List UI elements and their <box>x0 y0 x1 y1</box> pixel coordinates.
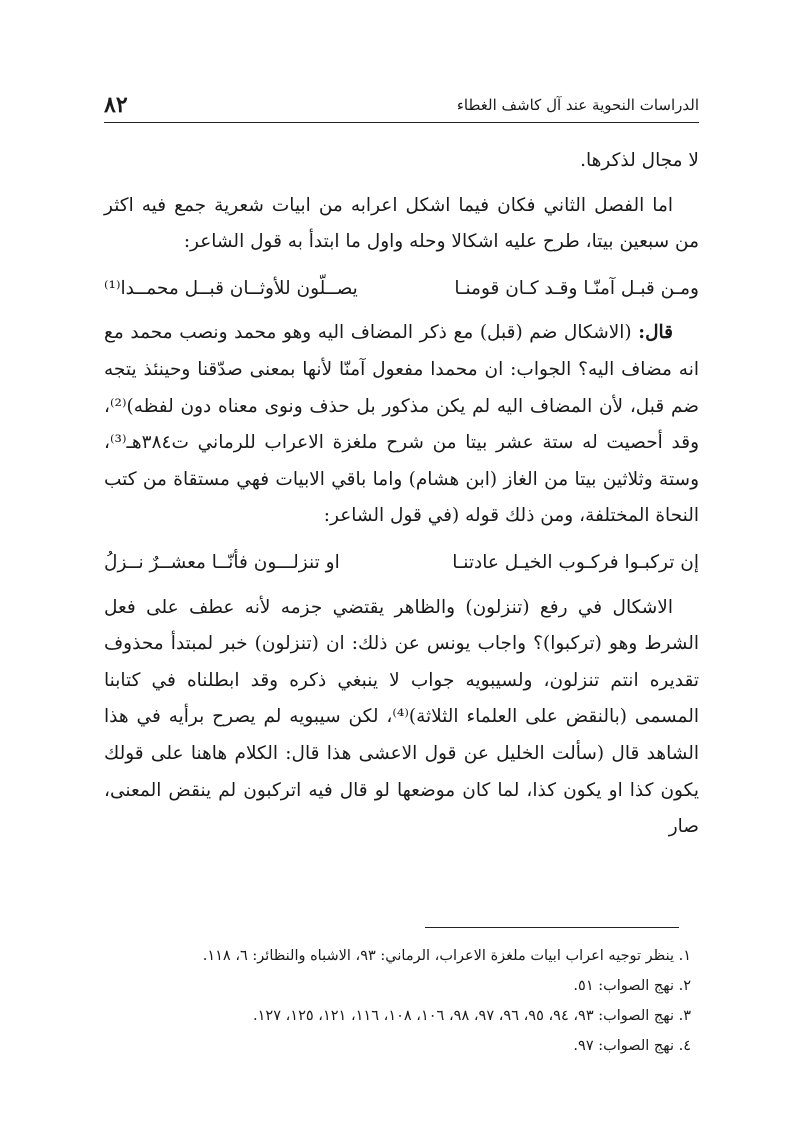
footnote-4: ٤. نهج الصواب: ٩٧. <box>573 1038 691 1054</box>
paragraph-3 <box>104 315 699 535</box>
qala-label: قال: <box>638 322 673 344</box>
footnote-2: ٢. نهج الصواب: ٥١. <box>573 978 691 994</box>
paragraph-1: لا مجال لذكرها. <box>580 150 699 171</box>
paragraph-2: اما الفصل الثاني فكان فيما اشكل اعرابه من ابيات شعرية جمع فيه اكثر من سبعين بيتا، طرح عليه اشكالا وحله واول ما ابتدأ به قول الشاعر: <box>104 194 699 253</box>
running-title: الدراسات النحوية عند آل كاشف الغطاء <box>456 96 699 114</box>
footnote-1: ١. ينظر توجيه اعراب ابيات ملغزة الاعراب، الرماني: ٩٣، الاشباه والنظائر: ٦، ١١٨. <box>202 948 691 964</box>
paragraph-3-text: (الاشكال ضم (قبل) مع ذكر المضاف اليه وهو محمد ونصب محمد مع انه مضاف اليه؟ الجواب: ان محمدا مفعول آمنّا لأنها بمعنى صدّقنا وحينئذ يتجه ضم قبل، لأن المضاف اليه لم يكن مذكور بل حذف ونوى معناه دون لفظه)⁽²⁾، وقد أحصيت له ستة عشر بيتا من شرح ملغزة الاعراب للرماني ت٣٨٤هـ⁽³⁾، وستة وثلاثين بيتا من الغاز (ابن هشام) واما باقي الابيات فهي مستقاة من كتب النحاة المختلفة، ومن ذلك قوله (في قول الشاعر: <box>104 322 699 527</box>
body-text <box>104 143 699 846</box>
footnotes <box>104 941 699 1061</box>
verse-2 <box>104 545 699 582</box>
page-number: ٨٢ <box>104 92 128 118</box>
page-header <box>104 92 699 123</box>
verse-1-first-hemistich: ومـن قبـل آمنّـا وقـد كـان قومنـا <box>454 277 699 299</box>
verse-2-second-hemistich: او تنزلـــون فأنّــا معشــرٌ نــزلُ <box>104 551 340 573</box>
footnote-3: ٣. نهج الصواب: ٩٣، ٩٤، ٩٥، ٩٦، ٩٧، ٩٨، ١٠٦، ١٠٨، ١١٦، ١٢١، ١٢٥، ١٢٧. <box>253 1008 691 1024</box>
footnote-separator <box>425 927 679 928</box>
verse-1-second-hemistich: يصــلّون للأوثــان قبــل محمــدا⁽¹⁾ <box>104 277 358 299</box>
verse-2-first-hemistich: إن تركبـوا فركـوب الخيـل عادتنـا <box>452 551 699 573</box>
verse-1 <box>104 271 699 308</box>
paragraph-4: الاشكال في رفع (تنزلون) والظاهر يقتضي جزمه لأنه عطف على فعل الشرط وهو (تركبوا)؟ واجاب يونس عن ذلك: ان (تنزلون) خبر لمبتدأ محذوف تقديره انتم تنزلون، ولسيبويه جواب لا ينبغي ذكره وقد ابطلناه في كتابنا المسمى (بالنقض على العلماء الثلاثة)⁽⁴⁾، لكن سيبويه لم يصرح برأيه في هذا الشاهد قال (سألت الخليل عن قول الاعشى هذا قال: الكلام هاهنا على قولك يكون كذا او يكون كذا، لما كان موضعها لو قال فيه اتركبون لم ينقض المعنى، صار <box>104 596 699 838</box>
